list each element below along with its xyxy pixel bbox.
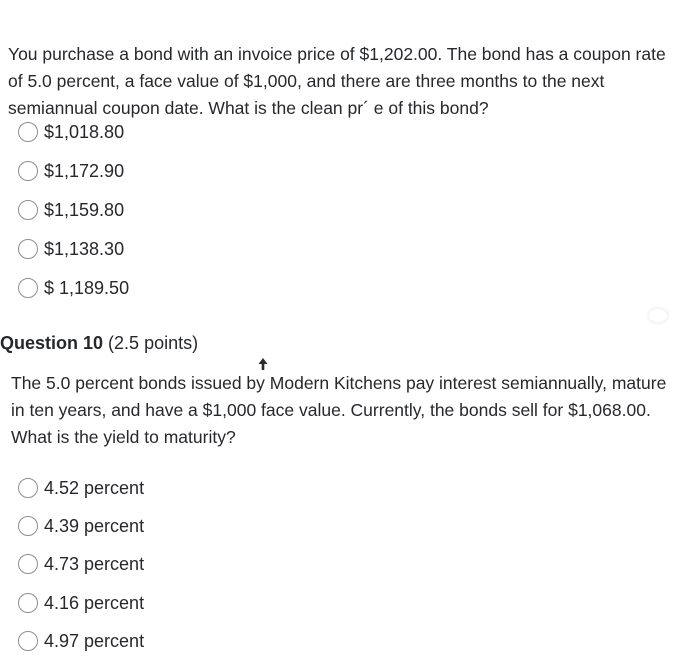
radio-button-icon[interactable] [18, 593, 38, 613]
option-label: $1,172.90 [44, 160, 125, 181]
radio-button-icon[interactable] [18, 478, 38, 498]
question-9-line: semiannual coupon date. What is the clean pr´ e of this bond? [8, 98, 489, 118]
q10-option-1[interactable] [18, 474, 144, 502]
radio-button-icon[interactable] [18, 200, 38, 220]
q9-option-1[interactable] [18, 118, 124, 146]
q10-option-2[interactable] [18, 512, 144, 540]
radio-button-icon[interactable] [18, 278, 38, 298]
q10-option-5[interactable] [18, 627, 144, 655]
q9-option-5[interactable] [18, 274, 129, 302]
q9-option-2[interactable] [18, 157, 124, 185]
option-label: $ 1,189.50 [44, 277, 130, 298]
option-label: 4.52 percent [44, 477, 145, 498]
option-label: 4.97 percent [44, 630, 145, 651]
radio-button-icon[interactable] [18, 122, 38, 142]
question-9-line: of 5.0 percent, a face value of $1,000, and there are three months to the next [8, 71, 605, 91]
radio-button-icon[interactable] [18, 516, 38, 536]
q9-option-4[interactable] [18, 235, 124, 263]
q10-option-3[interactable] [18, 550, 144, 578]
radio-button-icon[interactable] [18, 161, 38, 181]
question-9-text [8, 41, 666, 122]
option-label: $1,159.80 [44, 199, 125, 220]
question-10-points: (2.5 points) [108, 333, 199, 353]
question-10-line: What is the yield to maturity? [11, 427, 236, 447]
option-label: $1,018.80 [44, 121, 125, 142]
option-label: 4.73 percent [44, 553, 145, 574]
question-10-header [0, 333, 198, 354]
question-9-line: You purchase a bond with an invoice price of $1,202.00. The bond has a coupon rate [8, 44, 666, 64]
radio-button-icon[interactable] [18, 554, 38, 574]
q9-option-3[interactable] [18, 196, 124, 224]
option-label: 4.39 percent [44, 515, 145, 536]
radio-button-icon[interactable] [18, 631, 38, 651]
glare-spot [649, 309, 667, 322]
question-10-line: The 5.0 percent bonds issued by Modern Kitchens pay interest semiannually, mature [11, 373, 667, 393]
question-10-text [11, 370, 666, 451]
question-10-title: Question 10 [0, 333, 104, 353]
option-label: 4.16 percent [44, 592, 145, 613]
radio-button-icon[interactable] [18, 239, 38, 259]
option-label: $1,138.30 [44, 238, 125, 259]
q10-option-4[interactable] [18, 589, 144, 617]
question-10-line: in ten years, and have a $1,000 face value. Currently, the bonds sell for $1,068.00. [11, 400, 651, 420]
